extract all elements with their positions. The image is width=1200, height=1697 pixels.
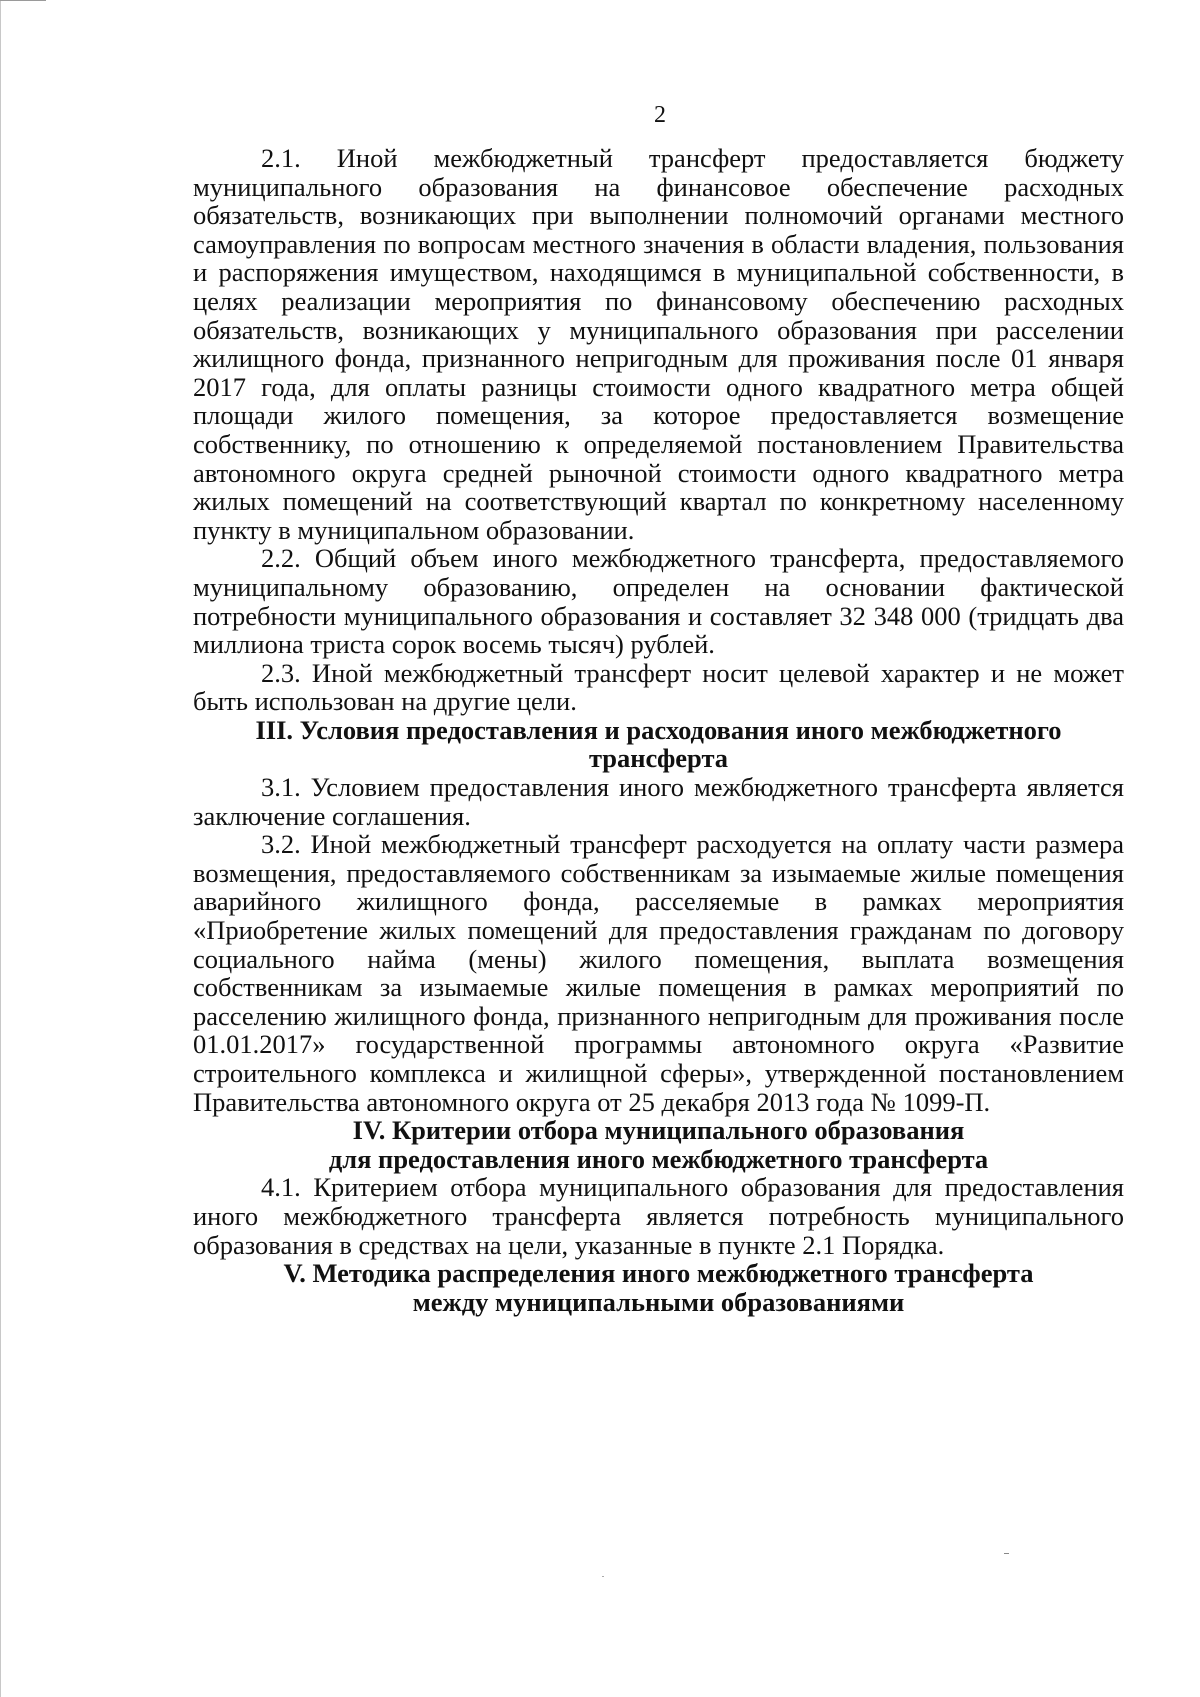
section-heading-3-line-1: III. Условия предоставления и расходования иного межбюджетного — [255, 714, 1062, 745]
section-heading-3 — [193, 716, 1124, 773]
document-body — [193, 144, 1124, 1316]
scan-edge-top — [0, 0, 46, 1]
paragraph-3-2: 3.2. Иной межбюджетный трансферт расходуется на оплату части размера возмещения, предоставляемого собственникам за изымаемые жилые помещения аварийного жилищного фонда, расселяемые в рамках мероприятия «Приобретение жилых помещений для предоставления гражданам по договору социального найма (мены) жилого помещения, выплата возмещения собственникам за изымаемые жилые помещения в рамках мероприятий по расселению жилищного фонда, признанного непригодным для проживания после 01.01.2017» государственной программы автономного округа «Развитие строительного комплекса и жилищной сферы», утвержденной постановлением Правительства автономного округа от 25 декабря 2013 года № 1099-П. — [193, 829, 1124, 1117]
paragraph-2-2: 2.2. Общий объем иного межбюджетного трансферта, предоставляемого муниципальному образованию, определен на основании фактической потребности муниципального образования и составляет 32 348 000 (тридцать два миллиона триста сорок восемь тысяч) рублей. — [193, 543, 1124, 660]
scan-speck — [602, 1576, 604, 1577]
page-number: 2 — [654, 102, 666, 128]
paragraph-2-3: 2.3. Иной межбюджетный трансферт носит целевой характер и не может быть использован на другие цели. — [193, 657, 1124, 717]
scan-edge-left — [0, 0, 1, 1697]
paragraph-2-1: 2.1. Иной межбюджетный трансферт предоставляется бюджету муниципального образования на финансовое обеспечение расходных обязательств, возникающих при выполнении полномочий органами местного самоуправления по вопросам местного значения в области владения, пользования и распоряжения имуществом, находящимся в муниципальной собственности, в целях реализации мероприятия по финансовому обеспечению расходных обязательств, возникающих у муниципального образования при расселении жилищного фонда, признанного непригодным для проживания после 01 января 2017 года, для оплаты разницы стоимости одного квадратного метра общей площади жилого помещения, за которое предоставляется возмещение собственнику, по отношению к определяемой постановлением Правительства автономного округа средней рыночной стоимости одного квадратного метра жилых помещений на соответствующий квартал по конкретному населенному пункту в муниципальном образовании. — [193, 143, 1124, 545]
paragraph-3-1: 3.1. Условием предоставления иного межбюджетного трансферта является заключение соглашения. — [193, 772, 1124, 831]
section-heading-5-line-2: между муниципальными образованиями — [412, 1286, 905, 1317]
section-heading-4 — [193, 1116, 1124, 1173]
section-heading-4-line-2: для предоставления иного межбюджетного трансферта — [328, 1143, 989, 1174]
paragraph-4-1: 4.1. Критерием отбора муниципального образования для предоставления иного межбюджетного трансферта является потребность муниципального образования в средствах на цели, указанные в пункте 2.1 Порядка. — [193, 1172, 1124, 1260]
section-heading-5 — [193, 1259, 1124, 1316]
section-heading-3-line-2: трансферта — [588, 743, 729, 774]
section-heading-4-line-1: IV. Критерии отбора муниципального образования — [352, 1115, 965, 1146]
section-heading-5-line-1: V. Методика распределения иного межбюджетного трансферта — [283, 1258, 1034, 1289]
scan-speck — [1004, 1553, 1009, 1554]
